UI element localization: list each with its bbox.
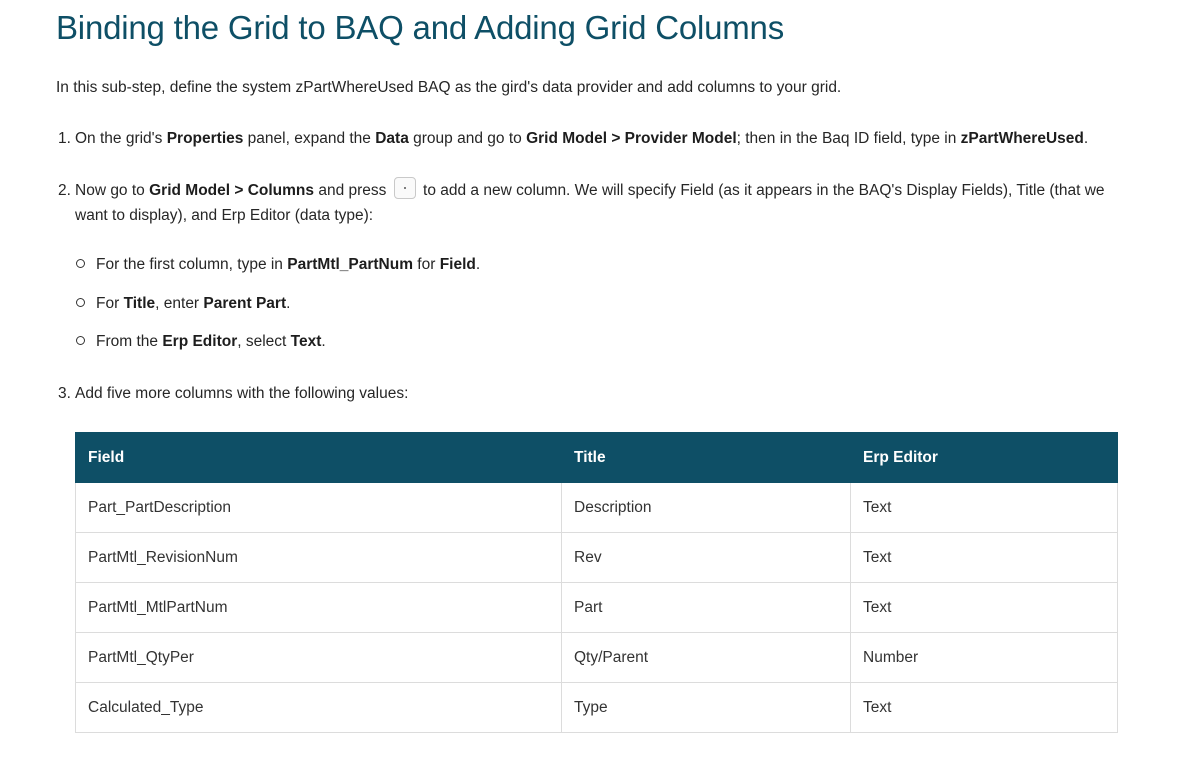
add-column-button-icon	[394, 177, 416, 199]
header-title: Title	[562, 433, 851, 483]
sub-text: For the first column, type in	[96, 256, 288, 273]
cell-field: PartMtl_MtlPartNum	[76, 583, 562, 633]
cell-erp-editor: Text	[851, 583, 1118, 633]
sub-bold-text: Parent Part	[203, 295, 287, 312]
step-text: On the grid's	[75, 130, 167, 147]
step-bold-text: Grid Model > Provider Model	[526, 130, 737, 147]
sub-text: , enter	[155, 295, 204, 312]
step-bold-text: Properties	[166, 130, 244, 147]
step-text-continued: want to display), and Erp Editor (data type):	[75, 207, 374, 224]
step-text: .	[1083, 130, 1089, 147]
sub-text: .	[321, 333, 326, 350]
bullet-icon	[76, 259, 85, 268]
step-text: Add five more columns with the following values:	[75, 385, 409, 402]
cell-field: Calculated_Type	[76, 683, 562, 733]
sub-item-title	[76, 293, 290, 315]
step-bold-text: Data	[375, 130, 409, 147]
step-bold-text: Grid Model > Columns	[149, 182, 315, 199]
header-field: Field	[76, 433, 562, 483]
table-row	[76, 583, 1118, 633]
sub-text: For	[96, 295, 124, 312]
step-number: 1.	[58, 130, 71, 147]
step-number: 2.	[58, 182, 71, 199]
step-1	[58, 126, 1088, 151]
cell-field: PartMtl_RevisionNum	[76, 533, 562, 583]
sub-item-erp-editor	[76, 331, 326, 353]
sub-item-field	[76, 254, 480, 276]
cell-title: Part	[562, 583, 851, 633]
step-text: group and go to	[408, 130, 527, 147]
sub-text: .	[475, 256, 481, 273]
step-text: ; then in the Baq ID field, type in	[736, 130, 961, 147]
cell-title: Description	[562, 483, 851, 533]
step-number: 3.	[58, 385, 71, 402]
page-title: Binding the Grid to BAQ and Adding Grid Columns	[56, 9, 785, 46]
table-row	[76, 633, 1118, 683]
step-text: to add a new column. We will specify Field (as it appears in the BAQ's Display Fields), Title (that we	[418, 182, 1105, 199]
sub-text: .	[286, 295, 291, 312]
table-header-row	[76, 433, 1118, 483]
step-3	[58, 381, 408, 406]
step-text: Now go to	[75, 182, 150, 199]
table-row	[76, 683, 1118, 733]
cell-erp-editor: Text	[851, 533, 1118, 583]
sub-bold-text: Field	[439, 256, 476, 273]
step-bold-text: zPartWhereUsed	[960, 130, 1084, 147]
column-values-table	[75, 432, 1118, 733]
cell-field: PartMtl_QtyPer	[76, 633, 562, 683]
sub-text: , select	[237, 333, 291, 350]
cell-title: Qty/Parent	[562, 633, 851, 683]
sub-bold-text: Text	[290, 333, 322, 350]
sub-bold-text: PartMtl_PartNum	[287, 256, 413, 273]
sub-text: From the	[96, 333, 163, 350]
cell-title: Type	[562, 683, 851, 733]
step-2	[58, 177, 1118, 228]
intro-paragraph: In this sub-step, define the system zPartWhereUsed BAQ as the gird's data provider and add columns to your grid.	[56, 79, 842, 96]
cell-title: Rev	[562, 533, 851, 583]
bullet-icon	[76, 336, 85, 345]
cell-field: Part_PartDescription	[76, 483, 562, 533]
table-row	[76, 483, 1118, 533]
cell-erp-editor: Number	[851, 633, 1118, 683]
bullet-icon	[76, 298, 85, 307]
cell-erp-editor: Text	[851, 683, 1118, 733]
sub-text: for	[413, 256, 440, 273]
sub-bold-text: Title	[123, 295, 156, 312]
step-text: and press	[314, 182, 391, 199]
header-erp-editor: Erp Editor	[851, 433, 1118, 483]
cell-erp-editor: Text	[851, 483, 1118, 533]
sub-bold-text: Erp Editor	[162, 333, 238, 350]
step-text: panel, expand the	[243, 130, 376, 147]
table-row	[76, 533, 1118, 583]
